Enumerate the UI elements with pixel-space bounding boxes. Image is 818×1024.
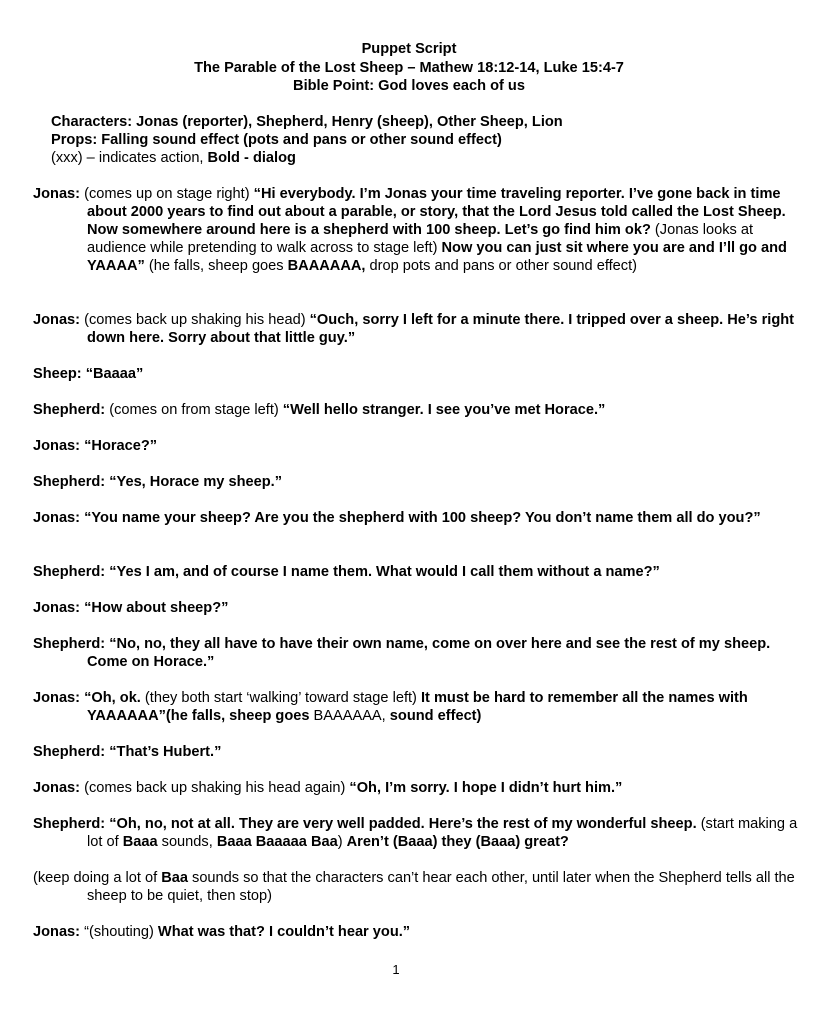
speaker-name: Shepherd: bbox=[33, 744, 106, 760]
dialog-text: “You name your sheep? Are you the shepherd with 100 sheep? You don’t name them all do you?” bbox=[80, 510, 761, 526]
speaker-name: Jonas: bbox=[33, 186, 81, 202]
script-paragraph bbox=[33, 437, 799, 455]
dialog-text: BAAAAAA, bbox=[287, 258, 366, 274]
dialog-text: “Ouch, sorry I left for a minute there. I tripped over a sheep. He’s right down here. Sorry about that little guy.” bbox=[87, 312, 795, 346]
script-paragraph bbox=[33, 509, 799, 527]
speaker-name: Jonas: bbox=[33, 690, 81, 706]
bible-point: Bible Point: God loves each of us bbox=[293, 78, 525, 94]
speaker-name: Sheep: bbox=[33, 366, 82, 382]
dialog-text: sound effect) bbox=[385, 708, 482, 724]
speaker-name: Jonas: bbox=[33, 510, 81, 526]
dialog-text: “Hi everybody. I’m Jonas your time traveling reporter. I’ve gone back in time about 2000 years to find out about a parable, or story, that the Lord Jesus told called the Lost Sheep. Now somewhere around here is a shepherd with 100 sheep. Let’s go find him ok? bbox=[87, 186, 786, 238]
speaker-name: Shepherd: bbox=[33, 816, 106, 832]
dialog-text: It must be hard to remember all the names with YAAAAAA”(he falls, sheep goes bbox=[87, 690, 748, 724]
script-paragraph bbox=[33, 599, 799, 617]
speaker-name: Jonas: bbox=[33, 924, 81, 940]
props-line: Props: Falling sound effect (pots and pans or other sound effect) bbox=[51, 132, 502, 148]
script-paragraph bbox=[33, 401, 799, 419]
page-title: Puppet Script bbox=[361, 41, 457, 57]
dialog-text: “Oh, ok. bbox=[80, 690, 141, 706]
page-number: 1 bbox=[392, 962, 400, 977]
dialog-text: “Oh, no, not at all. They are very well padded. Here’s the rest of my wonderful sheep. bbox=[105, 816, 697, 832]
script-paragraph bbox=[33, 635, 799, 671]
script-paragraph bbox=[33, 473, 799, 491]
action-text: sounds so that the characters can’t hear each other, until later when the Shepherd tells all the sheep to be quiet, then stop) bbox=[87, 870, 795, 904]
action-text: (comes on from stage left) bbox=[105, 402, 283, 418]
action-text: sounds, bbox=[157, 834, 217, 850]
script-paragraph bbox=[33, 923, 799, 941]
intro-block bbox=[51, 113, 563, 167]
action-text: (he falls, sheep goes bbox=[144, 258, 288, 274]
dialog-text: “Horace?” bbox=[80, 438, 158, 454]
script-paragraph bbox=[33, 563, 799, 581]
action-text: (Jonas looks at audience while pretending to walk across to stage left) bbox=[87, 222, 754, 256]
speaker-name: Shepherd: bbox=[33, 402, 106, 418]
script-paragraph bbox=[33, 743, 799, 761]
action-text: drop pots and pans or other sound effect) bbox=[365, 258, 638, 274]
action-text: (comes up on stage right) bbox=[80, 186, 254, 202]
script-paragraph bbox=[33, 815, 799, 851]
action-text: “(shouting) bbox=[80, 924, 158, 940]
dialog-text: Now you can just sit where you are and I’ll go and YAAAA” bbox=[87, 240, 787, 274]
speaker-name: Jonas: bbox=[33, 600, 81, 616]
script-subtitle: The Parable of the Lost Sheep – Mathew 18:12-14, Luke 15:4-7 bbox=[194, 59, 624, 76]
script-paragraph bbox=[33, 311, 799, 347]
script-paragraph bbox=[33, 779, 799, 797]
action-text: (they both start ‘walking’ toward stage left) bbox=[140, 690, 421, 706]
dialog-text: “Yes, Horace my sheep.” bbox=[105, 474, 283, 490]
speaker-name: Jonas: bbox=[33, 312, 81, 328]
dialog-text: Aren’t (Baaa) they (Baaa) great? bbox=[346, 834, 569, 850]
script-paragraph bbox=[33, 365, 799, 383]
dialog-text: “No, no, they all have to have their own name, come on over here and see the rest of my sheep. Come on Horace.” bbox=[87, 636, 771, 670]
dialog-text: Baaa Baaaaa Baa bbox=[216, 834, 338, 850]
action-text: (start making a lot of bbox=[87, 816, 798, 850]
legend-action: (xxx) – indicates action, bbox=[51, 150, 208, 166]
speaker-name: Jonas: bbox=[33, 780, 81, 796]
dialog-text: “Oh, I’m sorry. I hope I didn’t hurt him.” bbox=[349, 780, 623, 796]
action-text: ) bbox=[337, 834, 347, 850]
speaker-name: Shepherd: bbox=[33, 474, 106, 490]
action-text: (keep doing a lot of bbox=[33, 870, 162, 886]
script-paragraph bbox=[33, 689, 799, 725]
speaker-name: Shepherd: bbox=[33, 564, 106, 580]
dialog-text: “Well hello stranger. I see you’ve met Horace.” bbox=[282, 402, 606, 418]
script-paragraph bbox=[33, 869, 799, 905]
script-paragraph bbox=[33, 185, 799, 275]
action-text: (comes back up shaking his head again) bbox=[80, 780, 350, 796]
dialog-text: What was that? I couldn’t hear you.” bbox=[157, 924, 411, 940]
legend-bold: Bold - dialog bbox=[207, 150, 296, 166]
speaker-name: Jonas: bbox=[33, 438, 81, 454]
dialog-text: “Baaaa” bbox=[81, 366, 144, 382]
legend-line bbox=[51, 149, 563, 167]
dialog-text: “That’s Hubert.” bbox=[105, 744, 222, 760]
characters-line: Characters: Jonas (reporter), Shepherd, Henry (sheep), Other Sheep, Lion bbox=[51, 114, 563, 130]
dialog-text: “How about sheep?” bbox=[80, 600, 229, 616]
dialog-text: Baaa bbox=[122, 834, 158, 850]
speaker-name: Shepherd: bbox=[33, 636, 106, 652]
action-text: BAAAAAA, bbox=[313, 708, 386, 724]
action-text: (comes back up shaking his head) bbox=[80, 312, 310, 328]
script-header bbox=[0, 40, 818, 96]
dialog-text: “Yes I am, and of course I name them. What would I call them without a name?” bbox=[105, 564, 660, 580]
dialog-text: Baa bbox=[161, 870, 188, 886]
